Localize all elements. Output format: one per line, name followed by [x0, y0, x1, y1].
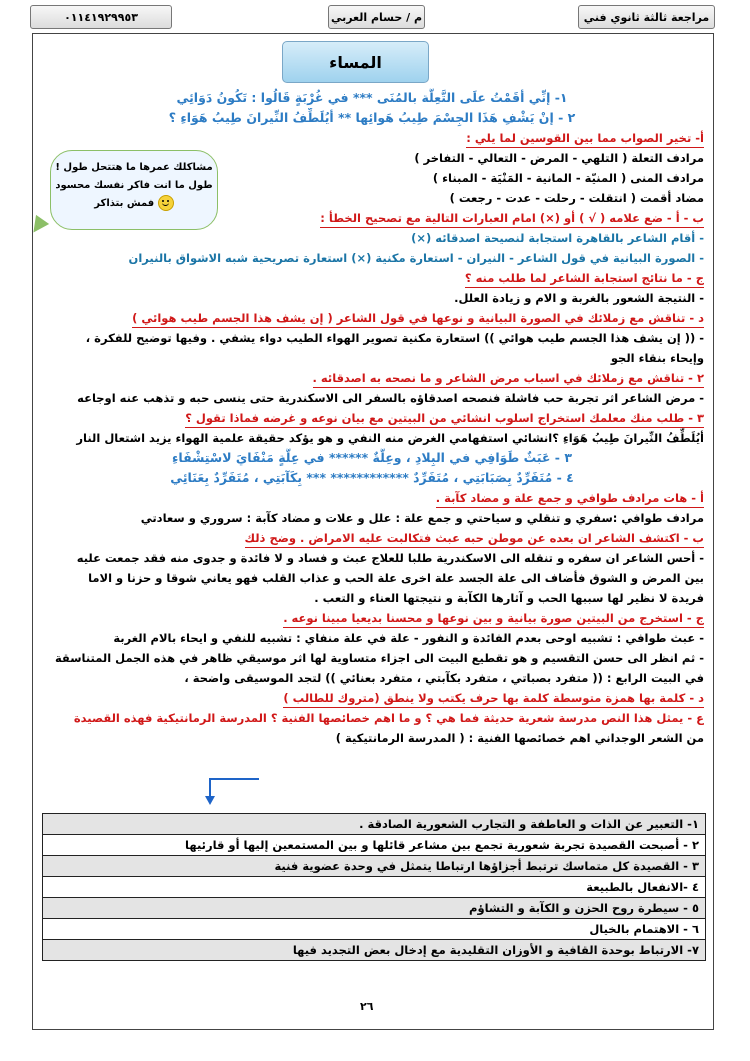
- content-line: [40, 388, 704, 408]
- content-line-text: وإيحاء بنقاء الجو: [610, 351, 704, 365]
- content-line: [40, 368, 704, 388]
- content-line-text: - الصورة البيانية في قول الشاعر - النيران - استعارة مكنية (×) استعارة تصريحية شبه الاشواق بالنيران: [128, 251, 704, 265]
- table-row: ١- التعبير عن الذات و العاطفة و التجارب الشعورية الصادقة .: [43, 814, 705, 835]
- cloud-line-1: مشاكلك عمرها ما هتتحل طول !: [55, 162, 213, 173]
- characteristics-table: [42, 813, 706, 961]
- content-line-text: ٣ - طلب منك معلمك استخراج اسلوب انشائي من البيتين مع بيان نوعه و غرضه فماذا تقول ؟: [185, 410, 704, 428]
- content-line: [40, 308, 704, 328]
- content-line: [40, 528, 704, 548]
- content-line: [40, 648, 704, 668]
- content-line: [40, 448, 704, 468]
- content-line: [40, 608, 704, 628]
- content-line: [40, 228, 704, 248]
- content-line: [40, 348, 704, 368]
- content-line-text: د - تناقش مع زملائك في الصورة البيانية و نوعها في قول الشاعر ( إن يشف هذا الجسم طيب هوائي ): [132, 310, 704, 328]
- content-line-text: مضاد أقمت ( انتقلت - رحلت - عدت - رجعت ): [449, 191, 704, 205]
- content-line-text: من الشعر الوجداني اهم خصائصها الفنية : ( المدرسة الرمانتيكية ): [335, 731, 704, 745]
- content-line-text: - عبث طوافي : تشبيه اوحى بعدم الفائدة و النفور - علة في علة منفاي : تشبيه للنفي و ايحاء بالام الغربة: [113, 631, 704, 645]
- content-line-text: بين المرض و الشوق فأضاف الى علة الجسد علة اخرى علة الحب و عذاب القلب فهو يعاني شوقا و حزنا و الاما: [88, 571, 704, 585]
- down-arrow-icon: [205, 796, 215, 805]
- content-line-text: - مرض الشاعر اثر تجربة حب فاشلة فنصحه اصدقاؤه بالسفر الى الاسكندرية حتى ينسى حبه و تذهب عنه اوجاعه: [77, 391, 704, 405]
- table-row: ٧- الارتباط بوحدة القافية و الأوزان التقليدية مع إدخال بعض التجديد فيها: [43, 940, 705, 960]
- poem-line-1: ١- إنِّي أقَمْتُ علَى التَّعِلَّة بالمُنَى *** في غُرْبَةٍ قَالُوا : تَكُونُ دَوَائِي: [176, 90, 568, 105]
- arrow-line-h: [209, 778, 259, 780]
- phone-box: ٠١١٤١٩٢٩٩٥٣: [30, 5, 172, 29]
- content-line: [40, 268, 704, 288]
- content-line-text: في البيت الرابع : (( متفرد بصباتي ، متفرد بكآبتي ، متفرد بعنائي )) لتجد الموسيقى واضحة ،: [184, 671, 704, 685]
- content-line-text: ب - اكتشف الشاعر ان بعده عن موطن حبه عبث فتكالبت عليه الامراض . وضح ذلك: [245, 530, 704, 548]
- content-line-text: مرادف المنى ( المنيّة - المانية - المَنْيَة - المبناء ): [432, 171, 704, 185]
- lesson-title: المساء: [282, 41, 429, 83]
- arrow-line-v: [209, 778, 211, 796]
- content-line: [40, 288, 704, 308]
- content-line: [40, 568, 704, 588]
- content-line-text: فريدة لا نظير لها سببها الحب و آثارها الكآبة و نتيجتها العناء و التعب .: [314, 591, 704, 605]
- content-line-text: أ- تخير الصواب مما بين القوسين لما يلي :: [466, 130, 704, 148]
- content-line: [40, 128, 704, 148]
- content-line-text: ب - أ - ضع علامه ( √ ) أو (×) امام العبارات التالية مع تصحيح الخطأ :: [320, 210, 704, 228]
- table-row: ٣ - القصيدة كل متماسك ترتبط أجزاؤها ارتباطا يتمثل في وحدة عضوية فنية: [43, 856, 705, 877]
- content-line: [40, 548, 704, 568]
- content-line: [40, 508, 704, 528]
- content-line-text: - النتيجة الشعور بالغربة و الام و زيادة العلل.: [454, 291, 704, 305]
- cloud-line-3: فمش بتذاكر: [94, 198, 155, 209]
- content-line: [40, 328, 704, 348]
- cloud-line-2: طول ما انت فاكر نفسك محسود: [55, 180, 213, 191]
- content-line-text: ٢ - تناقش مع زملائك في اسباب مرض الشاعر و ما نصحه به اصدقائه .: [313, 370, 704, 388]
- content-line: [40, 708, 704, 728]
- content-line-text: أ - هات مرادف طوافي و جمع علة و مضاد كآبة .: [436, 490, 704, 508]
- poem-line-2: ٢ - إنْ يَشْفِ هَذَا الجِسْمَ طِيبُ هَوائِها ** أيُلَطِّفُ النِّيرانَ طِيبُ هَوَاءِ ؟: [168, 110, 576, 125]
- content-line: [40, 668, 704, 688]
- content-line-text: مرادف طوافي :سفري و تنقلي و سياحتي و جمع علة : علل و علات و مضاد كآبة : سروري و سعادتي: [140, 511, 704, 525]
- content-line-text: - ثم انظر الى حسن التقسيم و هو تقطيع البيت الى اجزاء متساوية لها اثر موسيقي ظاهر في هذه الجمل المتناسقة: [54, 651, 704, 665]
- content-line-text: أيُلَطِّفُ النِّيرانَ طِيبُ هَوَاءِ ؟انشائي استفهامي الغرض منه النفي و هو يؤكد حقيقة علمية الهواء يزيد اشتعال النار: [76, 431, 704, 445]
- motivation-cloud: [50, 150, 218, 230]
- teacher-box: م / حسام العربي: [328, 5, 425, 29]
- page-number: ٢٦: [360, 1000, 374, 1013]
- content-line: [40, 408, 704, 428]
- content-line: [40, 628, 704, 648]
- table-row: ٤ -الانفعال بالطبيعة: [43, 877, 705, 898]
- content-line-text: ج - استخرج من البيتين صورة بيانية و بين نوعها و محسنا بديعيا مبينا نوعه .: [283, 610, 704, 628]
- smiley-icon: [158, 195, 174, 211]
- content-line: [40, 248, 704, 268]
- content-line-text: مرادف التعلة ( التلهي - المرض - التعالي - التفاخر ): [414, 151, 704, 165]
- content-line: [40, 688, 704, 708]
- content-line: [40, 488, 704, 508]
- table-row: ٢ - أصبحت القصيدة تجربة شعورية تجمع بين مشاعر قائلها و بين المستمعين إليها أو قارئيها: [43, 835, 705, 856]
- content-line-text: - أقام الشاعر بالقاهرة استجابة لنصيحة اصدقائه (×): [411, 231, 704, 245]
- content-line-text: - أحس الشاعر ان سفره و تنقله الى الاسكندرية طلبا للعلاج عبث و فساد و لا فائدة و جدوى منه فقد جمعت عليه: [76, 551, 704, 565]
- content-line-text: - (( إن يشف هذا الجسم طيب هوائي )) استعارة مكنية تصوير الهواء الطيب دواء يشفي . وفيها توضيح للفكرة ،: [85, 331, 704, 345]
- content-line: [40, 728, 704, 748]
- course-box: مراجعة ثالثة ثانوي فني: [578, 5, 715, 29]
- content-line: [40, 428, 704, 448]
- content-line-text: ٣ - عَبَثٌ طَوَافِي في البِلادِ ، وعِلَّةٌ ****** في عِلَّةٍ مَنْفَايَ لاسْتِشْفَاءِ: [172, 450, 572, 465]
- content-line-text: ج - ما نتائج استجابة الشاعر لما طلب منه ؟: [465, 270, 704, 288]
- table-row: ٦ - الاهتمام بالخيال: [43, 919, 705, 940]
- content-line: [40, 468, 704, 488]
- content-line-text: ٤ - مُتَفَرِّدٌ بِصَبَابَتِي ، مُتَفَرِّدٌ ************ *** بِكَآبَتِي ، مُتَفَرِّدٌ بِعَنَائِي: [170, 470, 574, 485]
- content-line: [40, 588, 704, 608]
- content-line-text: د - كلمة بها همزة متوسطة كلمة بها حرف يكتب ولا ينطق (متروك للطالب ): [283, 690, 704, 708]
- table-row: ٥ - سيطرة روح الحزن و الكآبة و التشاؤم: [43, 898, 705, 919]
- content-line-text: ع - يمثل هذا النص مدرسة شعرية حديثة فما هي ؟ و ما اهم خصائصها الفنية ؟ المدرسة الرمانتيكية فهذه القصيدة: [73, 711, 704, 725]
